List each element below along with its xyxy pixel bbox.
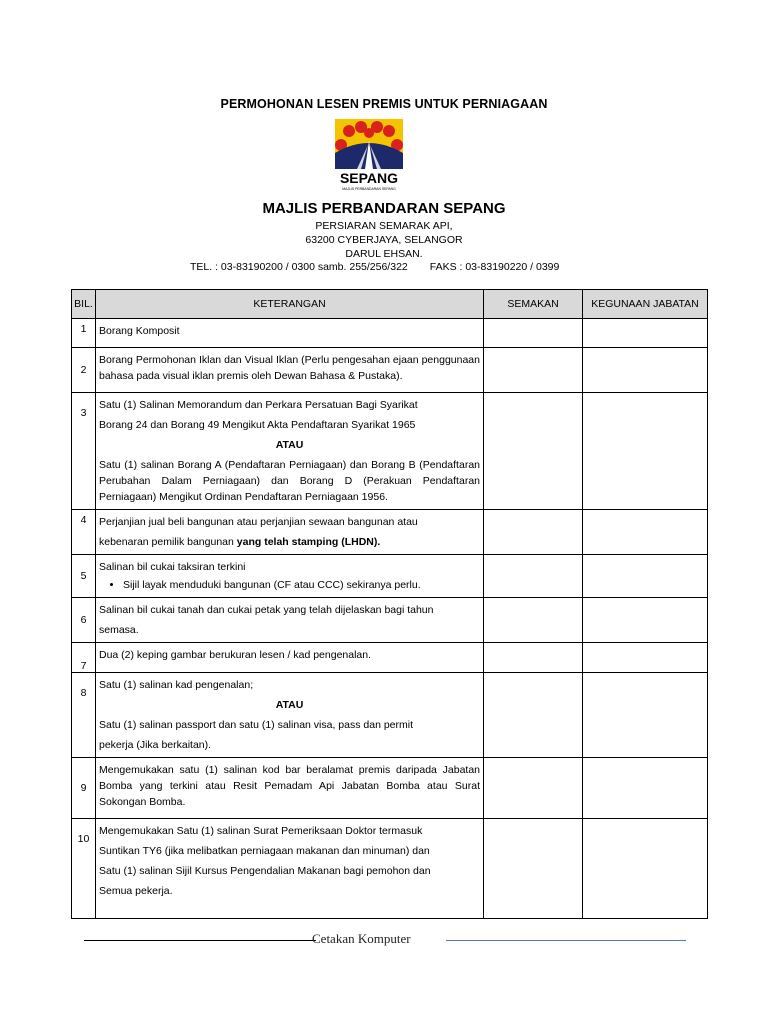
row-text: pekerja (Jika berkaitan). (99, 739, 212, 751)
or-separator: ATAU (275, 699, 304, 711)
semakan-cell[interactable] (484, 510, 583, 555)
row-text: Dua (2) keping gambar berukuran lesen / kad pengenalan. (99, 649, 372, 661)
sepang-logo (335, 119, 403, 191)
footer-text: Cetakan Komputer (312, 931, 411, 946)
address-line-2: 63200 CYBERJAYA, SELANGOR (305, 234, 463, 246)
row-text: Suntikan TY6 (jika melibatkan perniagaan makanan dan minuman) dan (99, 845, 430, 857)
organization-name: MAJLIS PERBANDARAN SEPANG (262, 200, 506, 217)
row-text: Borang 24 dan Borang 49 Mengikut Akta Pendaftaran Syarikat 1965 (99, 419, 416, 431)
row-number: 1 (72, 319, 96, 348)
kegunaan-cell[interactable] (583, 643, 708, 673)
table-row (72, 643, 708, 673)
address-line-3: DARUL EHSAN. (345, 248, 423, 260)
semakan-cell[interactable] (484, 819, 583, 919)
semakan-cell[interactable] (484, 393, 583, 510)
kegunaan-cell[interactable] (583, 673, 708, 758)
row-number: 9 (72, 758, 96, 819)
table-row (72, 819, 708, 919)
kegunaan-cell[interactable] (583, 393, 708, 510)
row-text: Satu (1) salinan Borang A (Pendaftaran Perniagaan) dan Borang B (Pendaftaran Perubahan Dalam Perniagaan) dan Borang D (Perakuan Pendaftaran Perniagaan) Mengikut Ordinan Pendaftaran Perniagaan 1956. (99, 459, 480, 503)
table-row (72, 555, 708, 598)
row-text: Borang Komposit (99, 325, 180, 337)
footer-rule-right (446, 940, 686, 941)
table-row (72, 598, 708, 643)
address-line-1: PERSIARAN SEMARAK API, (315, 220, 453, 232)
requirements-table (71, 289, 708, 919)
row-number: 5 (72, 555, 96, 598)
kegunaan-cell[interactable] (583, 598, 708, 643)
table-row (72, 510, 708, 555)
row-text: Salinan bil cukai tanah dan cukai petak yang telah dijelaskan bagi tahun (99, 604, 434, 616)
kegunaan-cell[interactable] (583, 348, 708, 393)
row-text: Salinan bil cukai taksiran terkini (99, 561, 246, 573)
row-text: Mengemukakan satu (1) salinan kod bar beralamat premis daripada Jabatan Bomba yang terkini atau Resit Pemadam Api Jabatan Bomba atau Surat Sokongan Bomba. (99, 764, 480, 808)
row-text: Satu (1) salinan kad pengenalan; (99, 679, 254, 691)
row-text: Mengemukakan Satu (1) salinan Surat Pemeriksaan Doktor termasuk (99, 825, 423, 837)
footer-rule-left (84, 940, 316, 941)
row-text-bold: yang telah stamping (LHDN). (236, 536, 381, 548)
row-text: Perjanjian jual beli bangunan atau perjanjian sewaan bangunan atau (99, 516, 418, 528)
row-text: kebenaran pemilik bangunan (99, 536, 237, 548)
contact-line (190, 261, 559, 273)
or-separator: ATAU (275, 439, 304, 451)
row-number: 2 (72, 348, 96, 393)
semakan-cell[interactable] (484, 598, 583, 643)
row-number: 8 (72, 673, 96, 758)
row-number: 3 (72, 393, 96, 510)
semakan-cell[interactable] (484, 555, 583, 598)
semakan-cell[interactable] (484, 758, 583, 819)
row-text: Satu (1) salinan passport dan satu (1) salinan visa, pass dan permit (99, 719, 414, 731)
header-bil: BIL. (72, 290, 96, 319)
bullet-item: • Sijil layak menduduki bangunan (CF atau CCC) sekiranya perlu. (123, 577, 480, 593)
kegunaan-cell[interactable] (583, 510, 708, 555)
table-row (72, 673, 708, 758)
row-number: 10 (72, 819, 96, 919)
header-keterangan: KETERANGAN (96, 290, 484, 319)
header-semakan: SEMAKAN (484, 290, 583, 319)
table-row (72, 393, 708, 510)
kegunaan-cell[interactable] (583, 819, 708, 919)
row-number: 4 (72, 510, 96, 555)
kegunaan-cell[interactable] (583, 555, 708, 598)
semakan-cell[interactable] (484, 643, 583, 673)
semakan-cell[interactable] (484, 319, 583, 348)
table-header-row (72, 290, 708, 319)
semakan-cell[interactable] (484, 348, 583, 393)
telephone: TEL. : 03-83190200 / 0300 samb. 255/256/322 (190, 261, 408, 273)
table-row (72, 348, 708, 393)
row-number: 6 (72, 598, 96, 643)
kegunaan-cell[interactable] (583, 758, 708, 819)
row-text: Semua pekerja. (99, 885, 173, 897)
row-text: Borang Permohonan Iklan dan Visual Iklan (Perlu pengesahan ejaan penggunaan bahasa pada visual iklan premis oleh Dewan Bahasa & Pustaka). (99, 354, 480, 382)
row-number: 7 (72, 643, 96, 673)
row-text: Satu (1) Salinan Memorandum dan Perkara Persatuan Bagi Syarikat (99, 399, 418, 411)
kegunaan-cell[interactable] (583, 319, 708, 348)
row-text: Satu (1) salinan Sijil Kursus Pengendalian Makanan bagi pemohon dan (99, 865, 431, 877)
header-kegunaan-jabatan: KEGUNAAN JABATAN (583, 290, 708, 319)
table-row (72, 758, 708, 819)
row-text: semasa. (99, 624, 139, 636)
table-row (72, 319, 708, 348)
semakan-cell[interactable] (484, 673, 583, 758)
logo-text: SEPANG (339, 170, 399, 186)
page-title: PERMOHONAN LESEN PREMIS UNTUK PERNIAGAAN (220, 97, 548, 111)
fax: FAKS : 03-83190220 / 0399 (429, 261, 560, 273)
logo-subtext: MAJLIS PERBANDARAN SEPANG (342, 187, 396, 191)
